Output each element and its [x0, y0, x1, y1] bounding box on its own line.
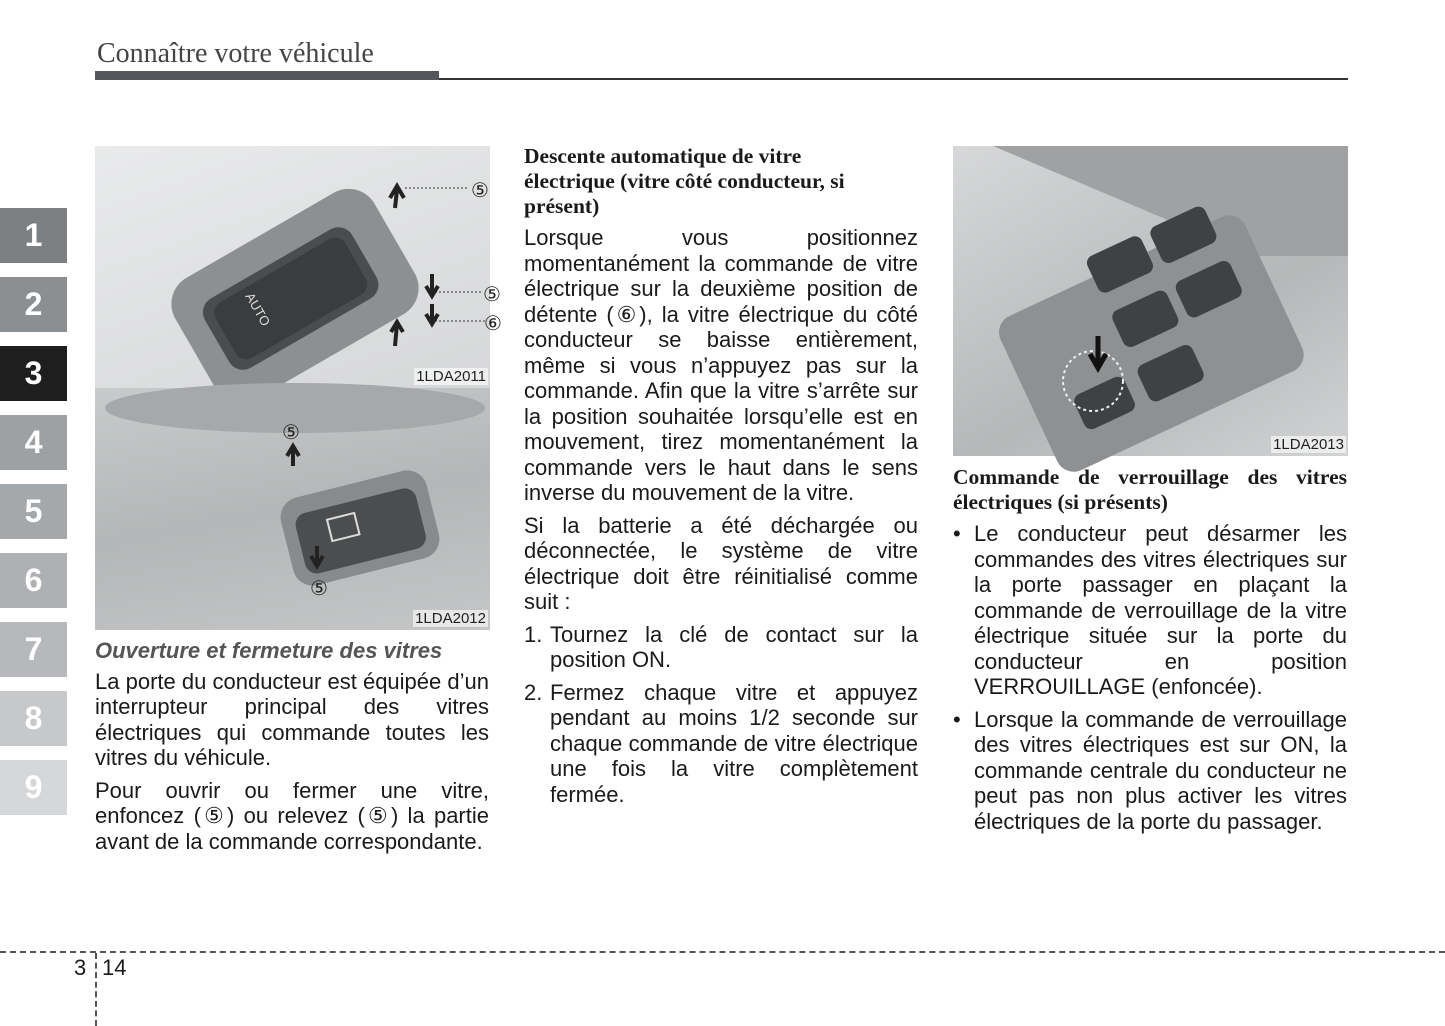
paragraph: Pour ouvrir ou fermer une vitre, enfoncez (⑤) ou relevez (⑤) la partie avant de la commande correspondante. [95, 777, 489, 854]
callout-5: ⑤ [483, 284, 501, 306]
column-2 [524, 144, 918, 814]
figure-code: 1LDA2012 [415, 610, 486, 627]
figure-window-switch [95, 388, 490, 630]
chapter-tab-8[interactable]: 8 [0, 691, 67, 746]
footer-divider [95, 953, 97, 1026]
list-item [524, 680, 918, 808]
chapter-tab-2[interactable]: 2 [0, 277, 67, 332]
chapter-tab-7[interactable]: 7 [0, 622, 67, 677]
chapter-tab-9[interactable]: 9 [0, 760, 67, 815]
page-number: 14 [102, 955, 127, 980]
bullet: • [953, 521, 961, 546]
section-heading: Ouverture et fermeture des vitres [95, 638, 443, 663]
paragraph: Lorsque vous positionnez momentanément la commande de vitre électrique sur la deuxième position de détente (⑥), la vitre électrique du côté conducteur se baisse entièrement, même si vous n’appuyez pas sur la commande. Afin que la vitre s’arrête sur la position souhaitée lorsqu’elle est en mouvement, tirez momentanément la commande vers le haut dans le sens inverse du mouvement de la vitre. [524, 225, 918, 505]
window-switch-illustration [95, 146, 490, 388]
figure-code: 1LDA2011 [416, 368, 486, 385]
chapter-tab-5[interactable]: 5 [0, 484, 67, 539]
column-3 [953, 465, 1347, 841]
header-rule [439, 78, 1348, 80]
list-text: Le conducteur peut désarmer les commandes des vitres électriques sur la porte passager en plaçant la commande de verrouillage de la vitre électrique située sur la porte du conducteur en position VERROUILLAGE (enfoncée). [974, 521, 1347, 699]
list-text: Tournez la clé de contact sur la position ON. [550, 621, 918, 672]
list-text: Lorsque la commande de verrouillage des vitres électriques est sur ON, la commande centrale du conducteur ne peut pas non plus activer les vitres électriques de la porte du passager. [974, 706, 1347, 834]
door-switch-panel-illustration [953, 146, 1348, 456]
running-header: Connaître votre véhicule [97, 38, 374, 69]
header-bar [95, 71, 439, 80]
auto-label: AUTO [242, 290, 274, 329]
chapter-tab-3[interactable]: 3 [0, 346, 67, 401]
list-item [953, 521, 1347, 700]
callout-6: ⑥ [484, 313, 502, 335]
paragraph: La porte du conducteur est équipée d’un interrupteur principal des vitres électriques qui commande toutes les vitres du véhicule. [95, 668, 489, 770]
list-marker: 1. [524, 621, 543, 647]
callout-5: ⑤ [310, 578, 328, 600]
chapter-tab-1[interactable]: 1 [0, 208, 67, 263]
list-marker: 2. [524, 679, 543, 705]
figure-code: 1LDA2013 [1273, 436, 1344, 453]
section-heading: Commande de verrouillage des vitres électriques (si présents) [953, 465, 1347, 514]
list-text: Fermez chaque vitre et appuyez pendant au moins 1/2 seconde sur chaque commande de vitre électrique une fois la vitre complètement fermée. [550, 679, 918, 807]
list-item [953, 707, 1347, 835]
section-heading: Descente automatique de vitre électrique (vitre côté conducteur, si présent) [524, 144, 845, 218]
footer-rule [0, 951, 1445, 953]
figure-auto-window-switch [95, 146, 502, 388]
list-item [524, 622, 918, 673]
column-1 [95, 630, 489, 861]
figure-window-lock-switch [953, 146, 1348, 456]
callout-5: ⑤ [282, 422, 300, 444]
chapter-number: 3 [74, 955, 87, 980]
bullet: • [953, 706, 961, 732]
callout-5: ⑤ [471, 180, 489, 202]
chapter-tab-4[interactable]: 4 [0, 415, 67, 470]
chapter-tab-6[interactable]: 6 [0, 553, 67, 608]
paragraph: Si la batterie a été déchargée ou déconnectée, le système de vitre électrique doit être réinitialisé comme suit : [524, 512, 918, 614]
